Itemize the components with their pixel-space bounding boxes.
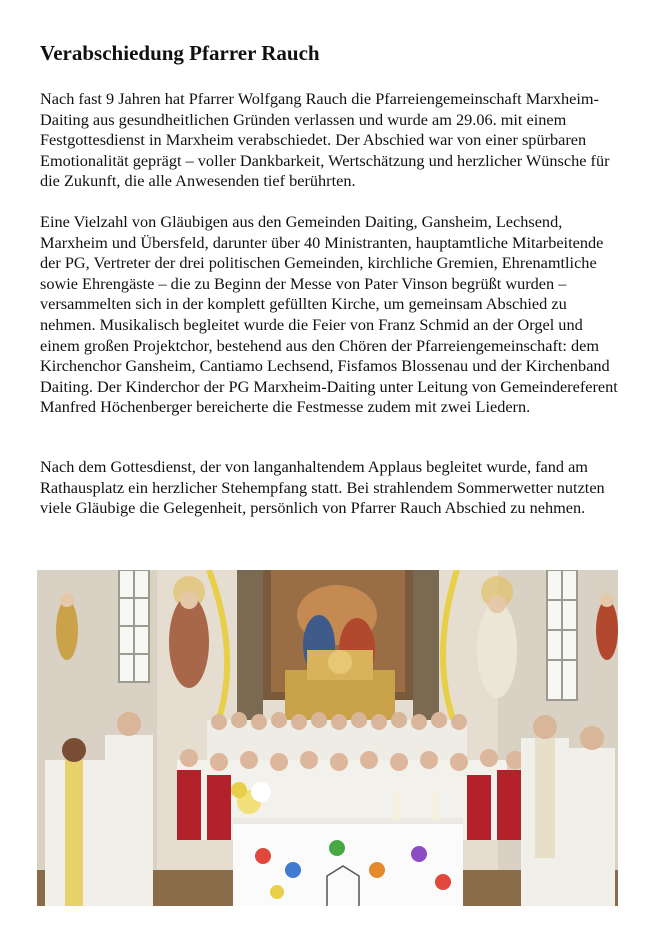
candle-left	[393, 792, 399, 820]
left-window	[119, 570, 149, 682]
group-photo	[37, 570, 618, 906]
altar-table	[233, 818, 463, 906]
paragraph-2: Eine Vielzahl von Gläubigen aus den Gemeinden Daiting, Gansheim, Lechsend, Marxheim und Übersfeld, darunter über 40 Ministranten, hauptamtliche Mitarbeitende der PG, Vertreter der drei politischen Gemeinden, kirchliche Gremien, Ehrenamtliche sowie Ehrengäste – die zu Beginn der Messe von Pater Vinson begrüßt wurden – versammelten sich in der komplett gefüllten Kirche, um gemeinsam Abschied zu nehmen. Musikalisch begleitet wurde die Feier von Franz Schmid an der Orgel und einem großen Projektchor, bestehend aus den Chören der Pfarreiengemeinschaft: dem Kirchenchor Gansheim, Cantiamo Lechsend, Fisfamos Blossenau und der Kirchenband Daiting. Der Kinderchor der PG Marxheim-Daiting unter Leitung von Gemeindereferent Manfred Höchenberger bereicherte die Festmesse zudem mit zwei Liedern.	[40, 212, 618, 417]
church-photo-illustration	[37, 570, 618, 906]
right-saint-statue	[477, 576, 517, 698]
priest-far-left	[45, 738, 105, 906]
paragraph-1: Nach fast 9 Jahren hat Pfarrer Wolfgang Rauch die Pfarreiengemeinschaft Marxheim-Daiting aus gesundheitlichen Gründen verlassen und wurde am 29.06. mit einem Festgottesdienst in Marxheim verabschiedet. Der Abschied war von einer spürbaren Emotionalität geprägt – voller Dankbarkeit, Wertschätzung und herzlicher Wünsche für die Zukunft, die alle Anwesenden tief berührten.	[40, 89, 610, 191]
left-saint-statue	[169, 576, 209, 688]
priest-left	[105, 712, 153, 906]
candle-right	[433, 792, 439, 820]
article-title: Verabschiedung Pfarrer Rauch	[40, 41, 320, 65]
priest-far-right	[569, 726, 615, 906]
right-window	[547, 570, 577, 700]
priest-right	[521, 715, 569, 906]
paragraph-3: Nach dem Gottesdienst, der von langanhaltendem Applaus begleitet wurde, fand am Rathausplatz ein herzlicher Stehempfang statt. Bei strahlendem Sommerwetter nutzten viele Gläubige die Gelegenheit, persönlich von Pfarrer Rauch Abschied zu nehmen.	[40, 457, 605, 518]
